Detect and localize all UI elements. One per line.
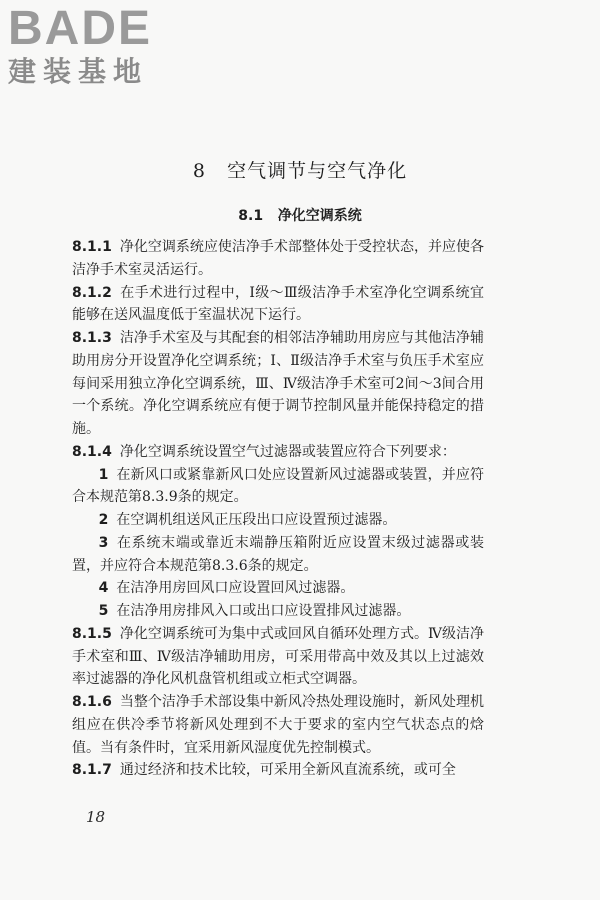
page-number: 18	[86, 808, 106, 826]
clause-number: 8.1.3	[72, 330, 112, 346]
logo-subtitle: 建装基地	[8, 55, 149, 88]
item-text: 在洁净用房回风口应设置回风过滤器。	[116, 580, 355, 597]
clause-number: 8.1.5	[72, 625, 112, 642]
clause-8-1-4	[72, 441, 484, 464]
clause-text: 在手术进行过程中，Ⅰ级～Ⅲ级洁净手术室净化空调系统宜能够在送风温度低于室温状况下运行。	[72, 284, 484, 324]
item-text: 在系统末端或靠近末端静压箱附近应设置末级过滤器或装置，并应符合本规范第8.3.6条的规定。	[72, 534, 484, 574]
item-number: 4	[98, 580, 109, 597]
clause-text: 净化空调系统应使洁净手术部整体处于受控状态，并应使各洁净手术室灵活运行。	[72, 239, 484, 278]
item-number: 2	[98, 512, 109, 528]
clause-8-1-5	[72, 623, 484, 691]
list-item	[72, 464, 484, 510]
section-number: 8.1	[238, 208, 264, 224]
section-title	[0, 205, 600, 227]
clause-8-1-1	[72, 236, 484, 282]
clause-number: 8.1.4	[72, 443, 112, 460]
clause-8-1-3	[72, 327, 484, 441]
document-body	[72, 236, 484, 782]
item-text: 在洁净用房排风入口或出口应设置排风过滤器。	[116, 603, 411, 619]
clause-number: 8.1.6	[72, 694, 112, 710]
list-item	[72, 600, 484, 623]
logo-brand: BADE	[8, 2, 153, 55]
clause-8-1-7	[72, 759, 484, 782]
section-name: 净化空调系统	[277, 208, 362, 224]
clause-number: 8.1.2	[72, 284, 112, 301]
item-text: 在空调机组送风正压段出口应设置预过滤器。	[116, 512, 397, 528]
item-number: 5	[98, 603, 109, 619]
clause-text: 通过经济和技术比较，可采用全新风直流系统，或可全	[119, 762, 456, 779]
clause-number: 8.1.1	[72, 239, 112, 255]
chapter-title	[0, 157, 600, 185]
chapter-name: 空气调节与空气净化	[227, 160, 408, 182]
item-number: 1	[98, 466, 109, 483]
clause-text: 净化空调系统设置空气过滤器或装置应符合下列要求：	[119, 443, 456, 460]
clause-8-1-6	[72, 691, 484, 759]
list-item	[72, 509, 484, 532]
clause-text: 洁净手术室及与其配套的相邻洁净辅助用房应与其他洁净辅助用房分开设置净化空调系统；Ⅰ、Ⅱ级洁净手术室与负压手术室应每间采用独立净化空调系统，Ⅲ、Ⅳ级洁净手术室可2间～3间合用一个系统。净化空调系统应有便于调节控制风量并能保持稳定的措施。	[72, 330, 484, 437]
item-number: 3	[98, 534, 109, 551]
clause-text: 净化空调系统可为集中式或回风自循环处理方式。Ⅳ级洁净手术室和Ⅲ、Ⅳ级洁净辅助用房，可采用带高中效及其以上过滤效率过滤器的净化风机盘管机组或立柜式空调器。	[72, 625, 484, 688]
list-item	[72, 577, 484, 600]
clause-number: 8.1.7	[72, 762, 112, 779]
chapter-number: 8	[192, 160, 206, 182]
logo	[8, 4, 183, 94]
item-text: 在新风口或紧靠新风口处应设置新风过滤器或装置，并应符合本规范第8.3.9条的规定。	[72, 466, 484, 506]
clause-text: 当整个洁净手术部设集中新风冷热处理设施时，新风处理机组应在供冷季节将新风处理到不大于要求的室内空气状态点的焓值。当有条件时，宜采用新风湿度优先控制模式。	[72, 694, 484, 756]
clause-8-1-2	[72, 282, 484, 328]
list-item	[72, 532, 484, 578]
